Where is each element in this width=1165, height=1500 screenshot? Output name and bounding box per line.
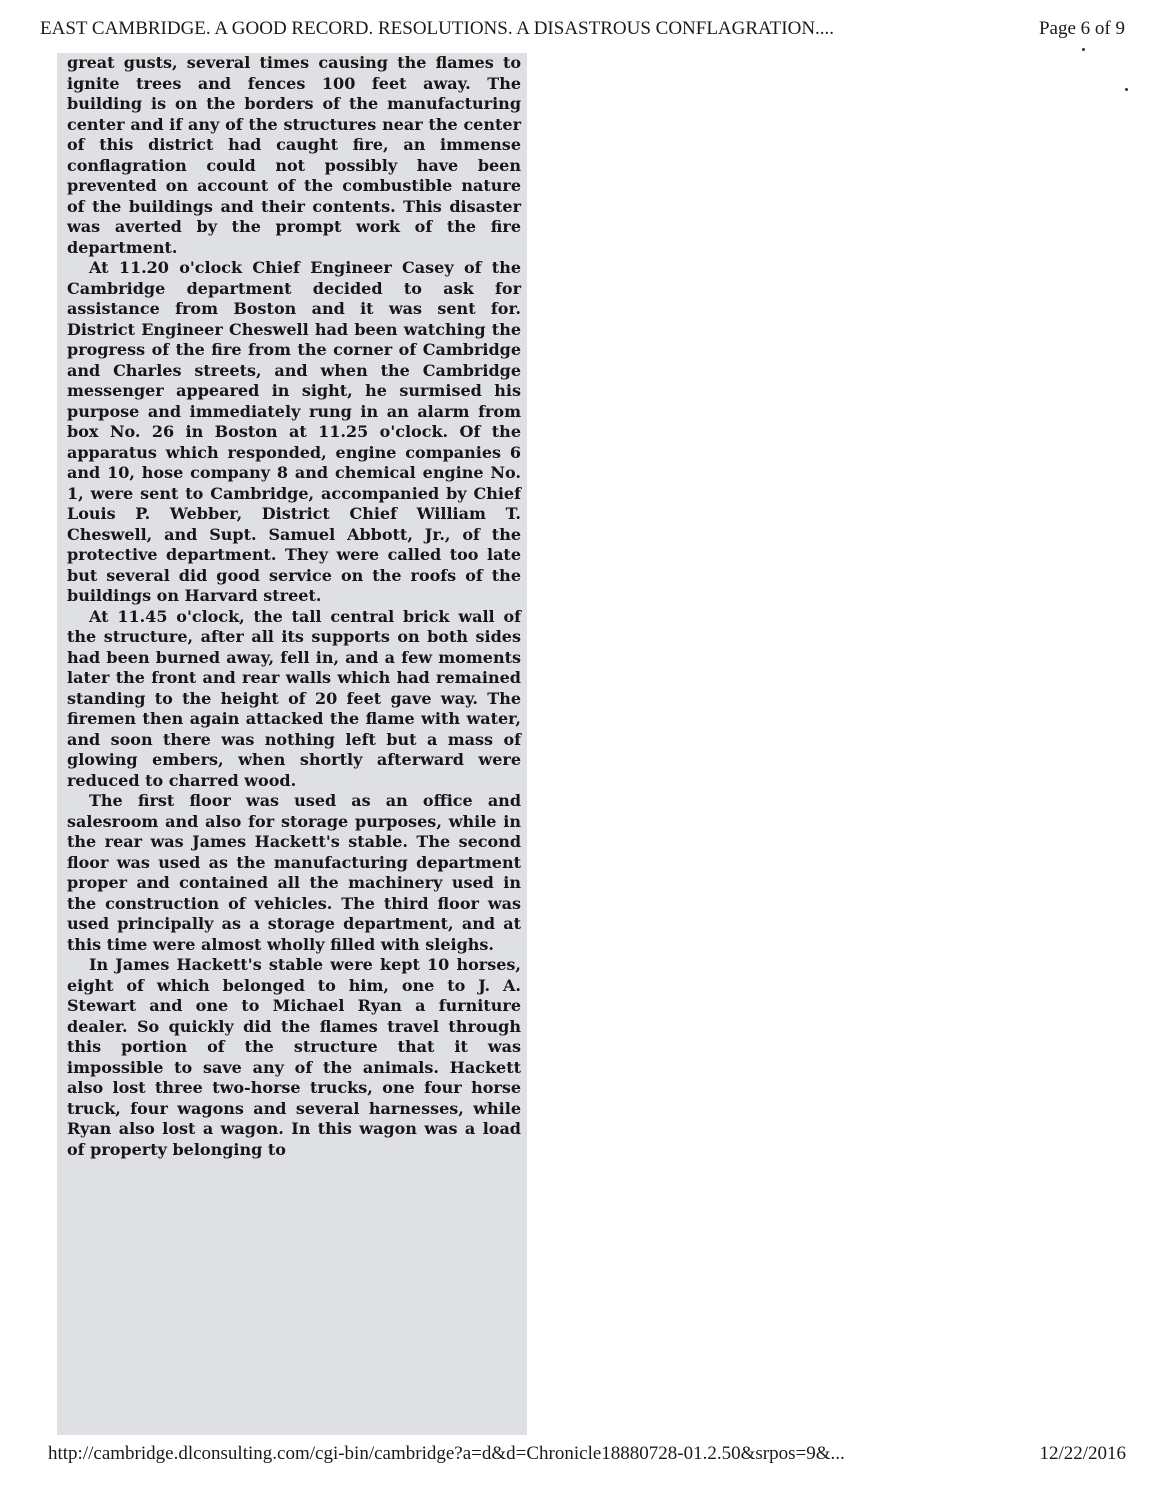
page-footer	[48, 1441, 1126, 1467]
speck-mark	[1082, 48, 1085, 51]
document-title: EAST CAMBRIDGE. A GOOD RECORD. RESOLUTIONS. A DISASTROUS CONFLAGRATION....	[40, 18, 835, 39]
newspaper-clipping	[57, 53, 527, 1435]
source-url: http://cambridge.dlconsulting.com/cgi-bin/cambridge?a=d&d=Chronicle18880728-01.2.50&srpos=9&...	[48, 1443, 845, 1464]
page-indicator: Page 6 of 9	[1038, 18, 1125, 39]
article-paragraph: At 11.45 o'clock, the tall central brick wall of the structure, after all its supports on both sides had been burned away, fell in, and a few moments later the front and rear walls which had remained standing to the height of 20 feet gave way. The firemen then again attacked the flame with water, and soon there was nothing left but a mass of glowing embers, when shortly afterward were reduced to charred wood.	[67, 606, 521, 790]
article-column	[67, 53, 521, 1160]
speck-mark	[1125, 88, 1128, 91]
article-paragraph: great gusts, several times causing the flames to ignite trees and fences 100 feet away. The building is on the borders of the manufacturing center and if any of the structures near the center of this district had caught fire, an immense conflagration could not possibly have been prevented on account of the combustible nature of the buildings and their contents. This disaster was averted by the prompt work of the fire department.	[67, 53, 521, 257]
article-paragraph: In James Hackett's stable were kept 10 horses, eight of which belonged to him, one to J. A. Stewart and one to Michael Ryan a furniture dealer. So quickly did the flames travel through this portion of the structure that it was impossible to save any of the animals. Hackett also lost three two-horse trucks, one four horse truck, four wagons and several harnesses, while Ryan also lost a wagon. In this wagon was a load of property belonging to	[67, 955, 521, 1159]
page-header	[40, 17, 1125, 41]
print-date: 12/22/2016	[1039, 1443, 1126, 1464]
article-paragraph: The first floor was used as an office and salesroom and also for storage purposes, while in the rear was James Hackett's stable. The second floor was used as the manufacturing department proper and contained all the machinery used in the construction of vehicles. The third floor was used principally as a storage department, and at this time were almost wholly filled with sleighs.	[67, 791, 521, 954]
article-paragraph: At 11.20 o'clock Chief Engineer Casey of the Cambridge department decided to ask for assistance from Boston and it was sent for. District Engineer Cheswell had been watching the progress of the fire from the corner of Cambridge and Charles streets, and when the Cambridge messenger appeared in sight, he surmised his purpose and immediately rung in an alarm from box No. 26 in Boston at 11.25 o'clock. Of the apparatus which responded, engine companies 6 and 10, hose company 8 and chemical engine No. 1, were sent to Cambridge, accompanied by Chief Louis P. Webber, District Chief William T. Cheswell, and Supt. Samuel Abbott, Jr., of the protective department. They were called too late but several did good service on the roofs of the buildings on Harvard street.	[67, 258, 521, 605]
